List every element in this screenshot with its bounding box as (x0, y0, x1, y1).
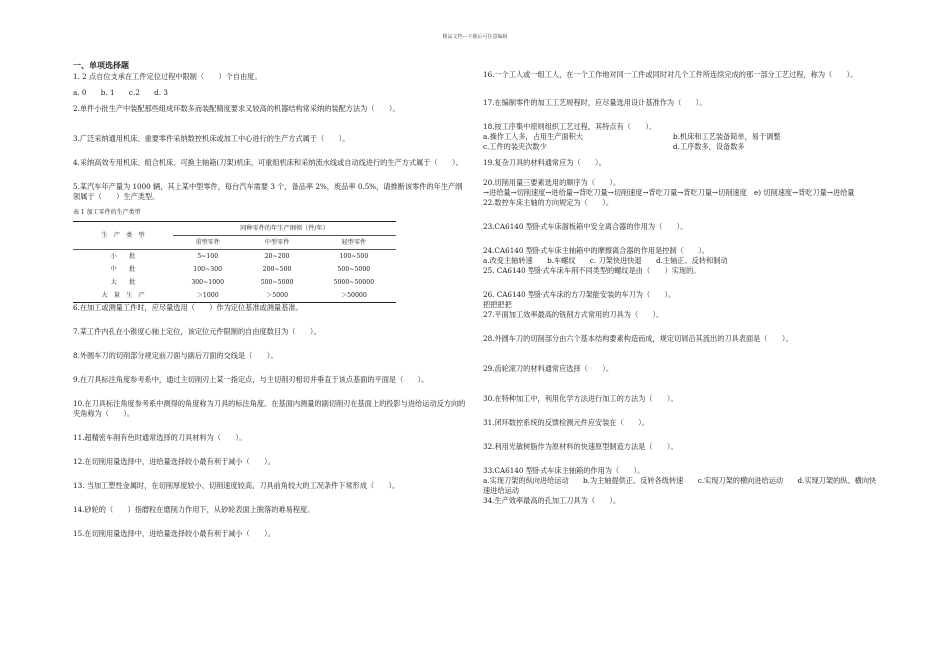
table-cell: ＞5000 (242, 289, 311, 303)
table-head-group: 同种零件的年生产纲领（件/年） (173, 222, 396, 236)
table-row (73, 276, 396, 289)
table-head-medium: 中型零件 (242, 236, 311, 250)
question-18-options-row-2 (483, 142, 879, 152)
table-cell: 500~5000 (337, 265, 371, 273)
question-18-option-c: c.工件的装夹次数少 (483, 142, 547, 151)
question-17: 17.在编制零件的加工工艺规程时，应尽量选用设计基准作为（ ）。 (483, 98, 707, 107)
left-column (73, 60, 468, 539)
question-22: 22.数控车床主轴的方向规定为（ ）。 (483, 198, 614, 207)
table-cell: ＞1000 (173, 289, 242, 303)
question-26: 26. CA6140 型卧式车床的方刀架能安装的车刀为（ ）。 (483, 290, 676, 299)
question-20-options: →进给量→切削速度→进给量→背吃刀量→切削速度→背吃刀量→背吃刀量→切削速度 e) 切削速度→背吃刀量→进给量 (483, 188, 855, 197)
question-8: 8.外圆车刀的切削部分规定前刀面与副后刀面的交线是（ ）。 (73, 351, 278, 360)
table-row (73, 263, 396, 276)
question-14: 14.砂轮的（ ）指磨粒在磨削力作用下，从砂轮表面上脱落的难易程度。 (73, 505, 315, 514)
table-head-light: 轻型零件 (312, 236, 396, 250)
section-title: 一、单项选择题 (73, 60, 129, 70)
table-cell: 5~100 (197, 252, 219, 260)
question-1-options: a. 0 b. 1 c.2 d. 3 (73, 88, 168, 97)
table-cell: 大 量 生 产 (73, 289, 173, 303)
question-24: 24.CA6140 型卧式车床主轴箱中的摩擦离合器的作用是控制（ ）。 (483, 246, 709, 255)
table-cell: 200~500 (262, 265, 292, 273)
table-head-heavy: 重型零件 (173, 236, 242, 250)
table-row (73, 289, 396, 303)
table-cell: 小 批 (110, 252, 136, 260)
question-13: 13. 当加工塑性金属时，在切削厚度较小、切削速度较高、刀具前角较大的工况条件下常形成（ ）。 (73, 481, 400, 490)
question-12: 12.在切削用量选择中，进给量选择较小最有利于减小（ ）。 (73, 457, 275, 466)
table-cell: 100~300 (193, 265, 223, 273)
question-18: 18.按工序集中原则组织工艺过程，其特点有（ ）。 (483, 122, 657, 131)
question-18-option-a: a.操作工人多，占用生产面积大 (483, 132, 584, 141)
question-19: 19.复杂刀具的材料通常应为（ ）。 (483, 158, 606, 167)
question-18-option-d: d.工序数多，设备数多 (673, 142, 745, 151)
question-9: 9.在刀具标注角度参考系中，通过主切削刃上某一指定点，与主切削刃相切并垂直于该点基面的平面是（ ）。 (73, 375, 429, 384)
page-header: 精品文档---下载后可任意编辑 (442, 34, 508, 40)
production-type-table (73, 221, 396, 303)
question-20: 20.切削用量三要素选用的顺序为（ ）。 (483, 178, 621, 187)
table-cell: 500~5000 (260, 278, 294, 286)
table-head-type: 生 产 类 型 (73, 222, 173, 250)
question-32: 32.利用光敏树脂作为原材料的快速原型制造方法是（ ）。 (483, 442, 678, 451)
question-33-options: a.实现刀架的纵向进给运动 b.为主轴提供正、反转各级转速 c.实现刀架的横向进给运动 d.实现刀架的纵、横向快速进给运动 (483, 476, 877, 495)
table-caption: 表 1 加工零件的生产类型 (73, 209, 141, 216)
question-23: 23.CA6140 型卧式车床溜板箱中安全离合器的作用为（ ）。 (483, 222, 688, 231)
question-16: 16.一个工人或一组工人，在一个工作地对同一工件或同时对几个工件所连续完成的那一部分工艺过程，称为（ ）。 (483, 70, 858, 79)
table-cell: 100~500 (339, 252, 369, 260)
question-11: 11.超精密车削有色时通常选择的刀具材料为（ ）。 (73, 433, 247, 442)
right-column (483, 60, 879, 506)
table-cell: 300~1000 (191, 278, 225, 286)
question-26-extra: 把把把把 (483, 300, 512, 309)
table-cell: 大 批 (110, 278, 136, 286)
question-10: 10.在刀具标注角度参考系中测得的角度称为刀具的标注角度。在基面内测量的副切削刃在基面上的投影与进给运动反方向的夹角称为（ ）。 (73, 399, 466, 418)
question-5: 5.某汽车年产量为 1000 辆，其上某中型零件，每台汽车需要 3 个，备品率 2%，废品率 0.5%，请推断该零件的年生产纲领属于（ ）生产类型。 (73, 182, 463, 201)
table-cell: ＞50000 (312, 289, 396, 303)
question-1: 1. 2 点自位支承在工件定位过程中限制（ ）个自由度。 (73, 72, 262, 81)
question-6: 6.在加工或测量工件时，应尽量选用（ ）作为定位基准或测量基准。 (73, 303, 303, 312)
question-3: 3.广泛采纳通用机床、重要零件采纳数控机床或加工中心进行的生产方式属于（ ）。 (73, 134, 350, 143)
question-7: 7.某工件内孔在小锥度心轴上定位，该定位元件限制的自由度数目为（ ）。 (73, 327, 321, 336)
table-cell: 5000~50000 (333, 278, 375, 286)
question-18-option-b: b.机床和工艺装备简单，易于调整 (673, 132, 781, 141)
table-cell: 中 批 (110, 265, 136, 273)
table-cell: 20~200 (264, 252, 290, 260)
question-34: 34.生产效率最高的孔加工刀具为（ ）。 (483, 496, 621, 505)
question-24-options: a.改变主轴转速 b.车螺纹 c. 刀架快进快退 d.主轴正、反转和制动 (483, 256, 728, 265)
question-29: 29.齿轮滚刀的材料通常应选择（ ）。 (483, 364, 614, 373)
question-18-options-row-1 (483, 132, 879, 142)
question-15: 15.在切削用量选择中，进给量选择较小最有利于减小（ ）。 (73, 529, 275, 538)
table-row (73, 250, 396, 264)
question-25: 25. CA6140 型卧式车床车削不同类型的螺纹是由（ ）实现的。 (483, 266, 701, 275)
question-28: 28.外圆车刀的切削部分由六个基本结构要素构造而成，规定切屑沿其流出的刀具表面是（ ）。 (483, 334, 793, 343)
question-33: 33.CA6140 型卧式车床主轴箱的作用为（ ）。 (483, 466, 645, 475)
question-31: 31.闭环数控系统的反馈检测元件应安装在（ ）。 (483, 418, 649, 427)
question-4: 4.采纳高效专用机床、组合机床、可换主轴箱(刀架)机床、可重组机床和采纳流水线或自动线进行的生产方式属于（ ）。 (73, 158, 463, 167)
question-2: 2.单件小批生产中装配那些组成环数多而装配精度要求又较高的机器结构常采纳的装配方法为（ ）。 (73, 104, 400, 113)
question-27: 27.平面加工效率最高的铣削方式常用的刀具为（ ）。 (483, 310, 664, 319)
question-30: 30.在特种加工中，利用化学方法进行加工的方法为（ ）。 (483, 394, 678, 403)
